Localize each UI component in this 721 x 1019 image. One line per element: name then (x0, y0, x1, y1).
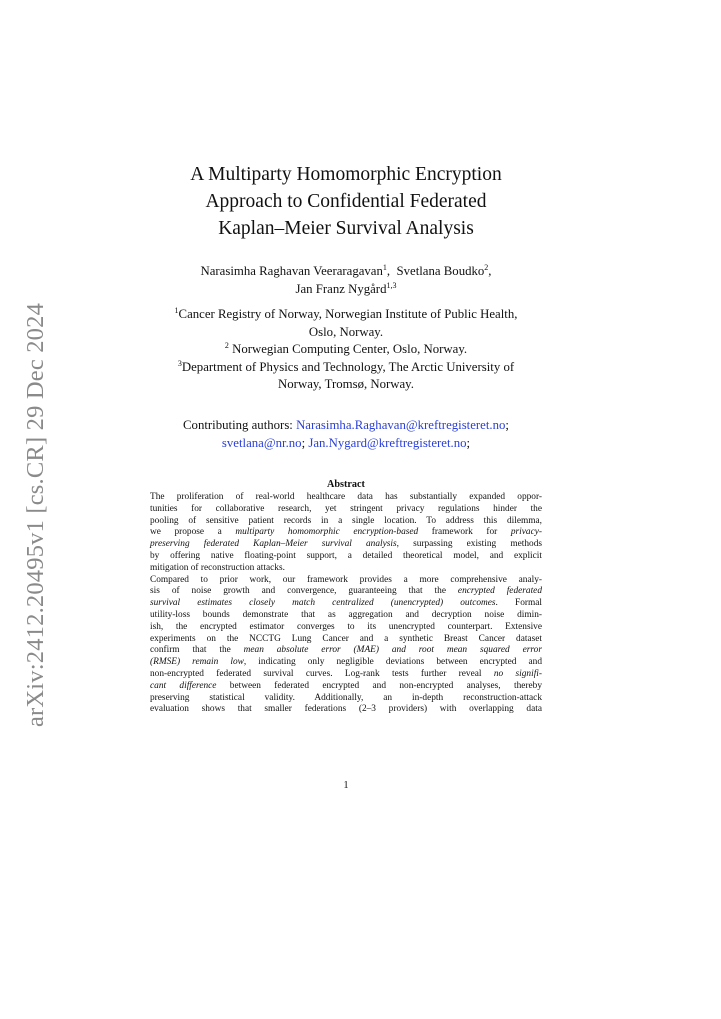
abstract-line: Compared to prior work, our framework provides a more comprehensive analy- (150, 574, 542, 585)
affil-marker: 3 (177, 358, 182, 368)
abstract-body (150, 492, 542, 716)
abstract-line: (RMSE) remain low, indicating only negligible deviations between encrypted and (150, 657, 542, 668)
abstract-line: cant difference between federated encrypted and non-encrypted analyses, thereby (150, 680, 542, 691)
abstract-line: sis of noise growth and convergence, guaranteeing that the encrypted federated (150, 586, 542, 597)
author-name: Narasimha Raghavan Veeraragavan (200, 264, 383, 278)
abstract-line: confirm that the mean absolute error (MAE) and root mean squared error (150, 645, 542, 656)
abstract-line: mitigation of reconstruction attacks. (150, 562, 285, 573)
author-affil-marker: 1 (382, 263, 387, 272)
contributing-label: Contributing authors: (183, 418, 297, 432)
affiliations (150, 306, 542, 394)
author-name: Jan Franz Nygård (295, 282, 387, 296)
author-name: Svetlana Boudko (396, 264, 485, 278)
affiliation-text: Oslo, Norway. (308, 324, 384, 339)
affiliation-text: Cancer Registry of Norway, Norwegian Institute of Public Health, (178, 307, 518, 321)
abstract-line: The proliferation of real-world healthcare data has substantially expanded oppor- (150, 492, 542, 502)
arxiv-sidebar-stamp (15, 302, 57, 728)
affil-marker: 2 (224, 341, 229, 350)
email-link[interactable]: Narasimha.Raghavan@kreftregisteret.no (296, 418, 506, 432)
abstract-line: utility-loss bounds demonstrate that as aggregation and decryption noise dimin- (150, 609, 542, 620)
contributing-authors: Contributing authors: Narasimha.Raghavan@kreftregisteret.no; svetlana@nr.no; Jan.Nygard@kreftregisteret.no; (183, 418, 509, 450)
title-line-1: A Multiparty Homomorphic Encryption (190, 164, 502, 185)
author-affil-marker: 1,3 (386, 281, 397, 290)
abstract-line: pooling of sensitive patient records in a single location. To address this dilemma, (150, 515, 542, 526)
title-line-2: Approach to Confidential Federated (205, 191, 487, 212)
abstract-line: by offering native floating-point support, a detailed theoretical model, and explicit (150, 550, 542, 561)
abstract-line: non-encrypted federated survival curves. Log-rank tests further reveal no signifi- (150, 668, 542, 679)
abstract-line: ish, the encrypted estimator converges to its unencrypted counterpart. Extensive (150, 621, 542, 632)
affil-marker: 1 (174, 306, 179, 315)
paper-title (150, 161, 542, 242)
email-link[interactable]: Jan.Nygard@kreftregisteret.no (308, 435, 467, 450)
affiliation-text: Norwegian Computing Center, Oslo, Norway. (228, 342, 468, 356)
abstract-line: experiments on the NCCTG Lung Cancer and a synthetic Breast Cancer dataset (150, 633, 542, 644)
email-link[interactable]: svetlana@nr.no (221, 435, 302, 450)
abstract-line: evaluation shows that smaller federations (2–3 providers) with overlapping data (150, 704, 542, 715)
author-affil-marker: 2 (484, 263, 489, 272)
abstract-line: preserving federated Kaplan–Meier survival analysis, surpassing existing methods (150, 539, 542, 550)
arxiv-identifier: arXiv:2412.20495v1 [cs.CR] 29 Dec 2024 (22, 302, 50, 728)
abstract-line: preserving statistical validity. Additionally, an in-depth reconstruction-attack (150, 692, 542, 703)
affiliation-text: Department of Physics and Technology, The Arctic University of (181, 359, 515, 374)
page-number: 1 (343, 780, 349, 791)
author-list: Narasimha Raghavan Veeraragavan$^1$, Svetlana Boudko$^2$, Jan Franz Nygård$^{1,3}$ (200, 263, 492, 296)
title-line-3: Kaplan–Meier Survival Analysis (218, 218, 474, 239)
affiliation-text: Norway, Tromsø, Norway. (278, 377, 414, 391)
abstract-heading: Abstract (327, 479, 365, 490)
abstract-line: tunities for collaborative research, yet stringent privacy regulations hinder the (150, 503, 542, 514)
abstract-line: survival estimates closely match centralized (unencrypted) outcomes. Formal (150, 598, 542, 609)
abstract-line: we propose a multiparty homomorphic encryption-based framework for privacy- (150, 527, 542, 538)
